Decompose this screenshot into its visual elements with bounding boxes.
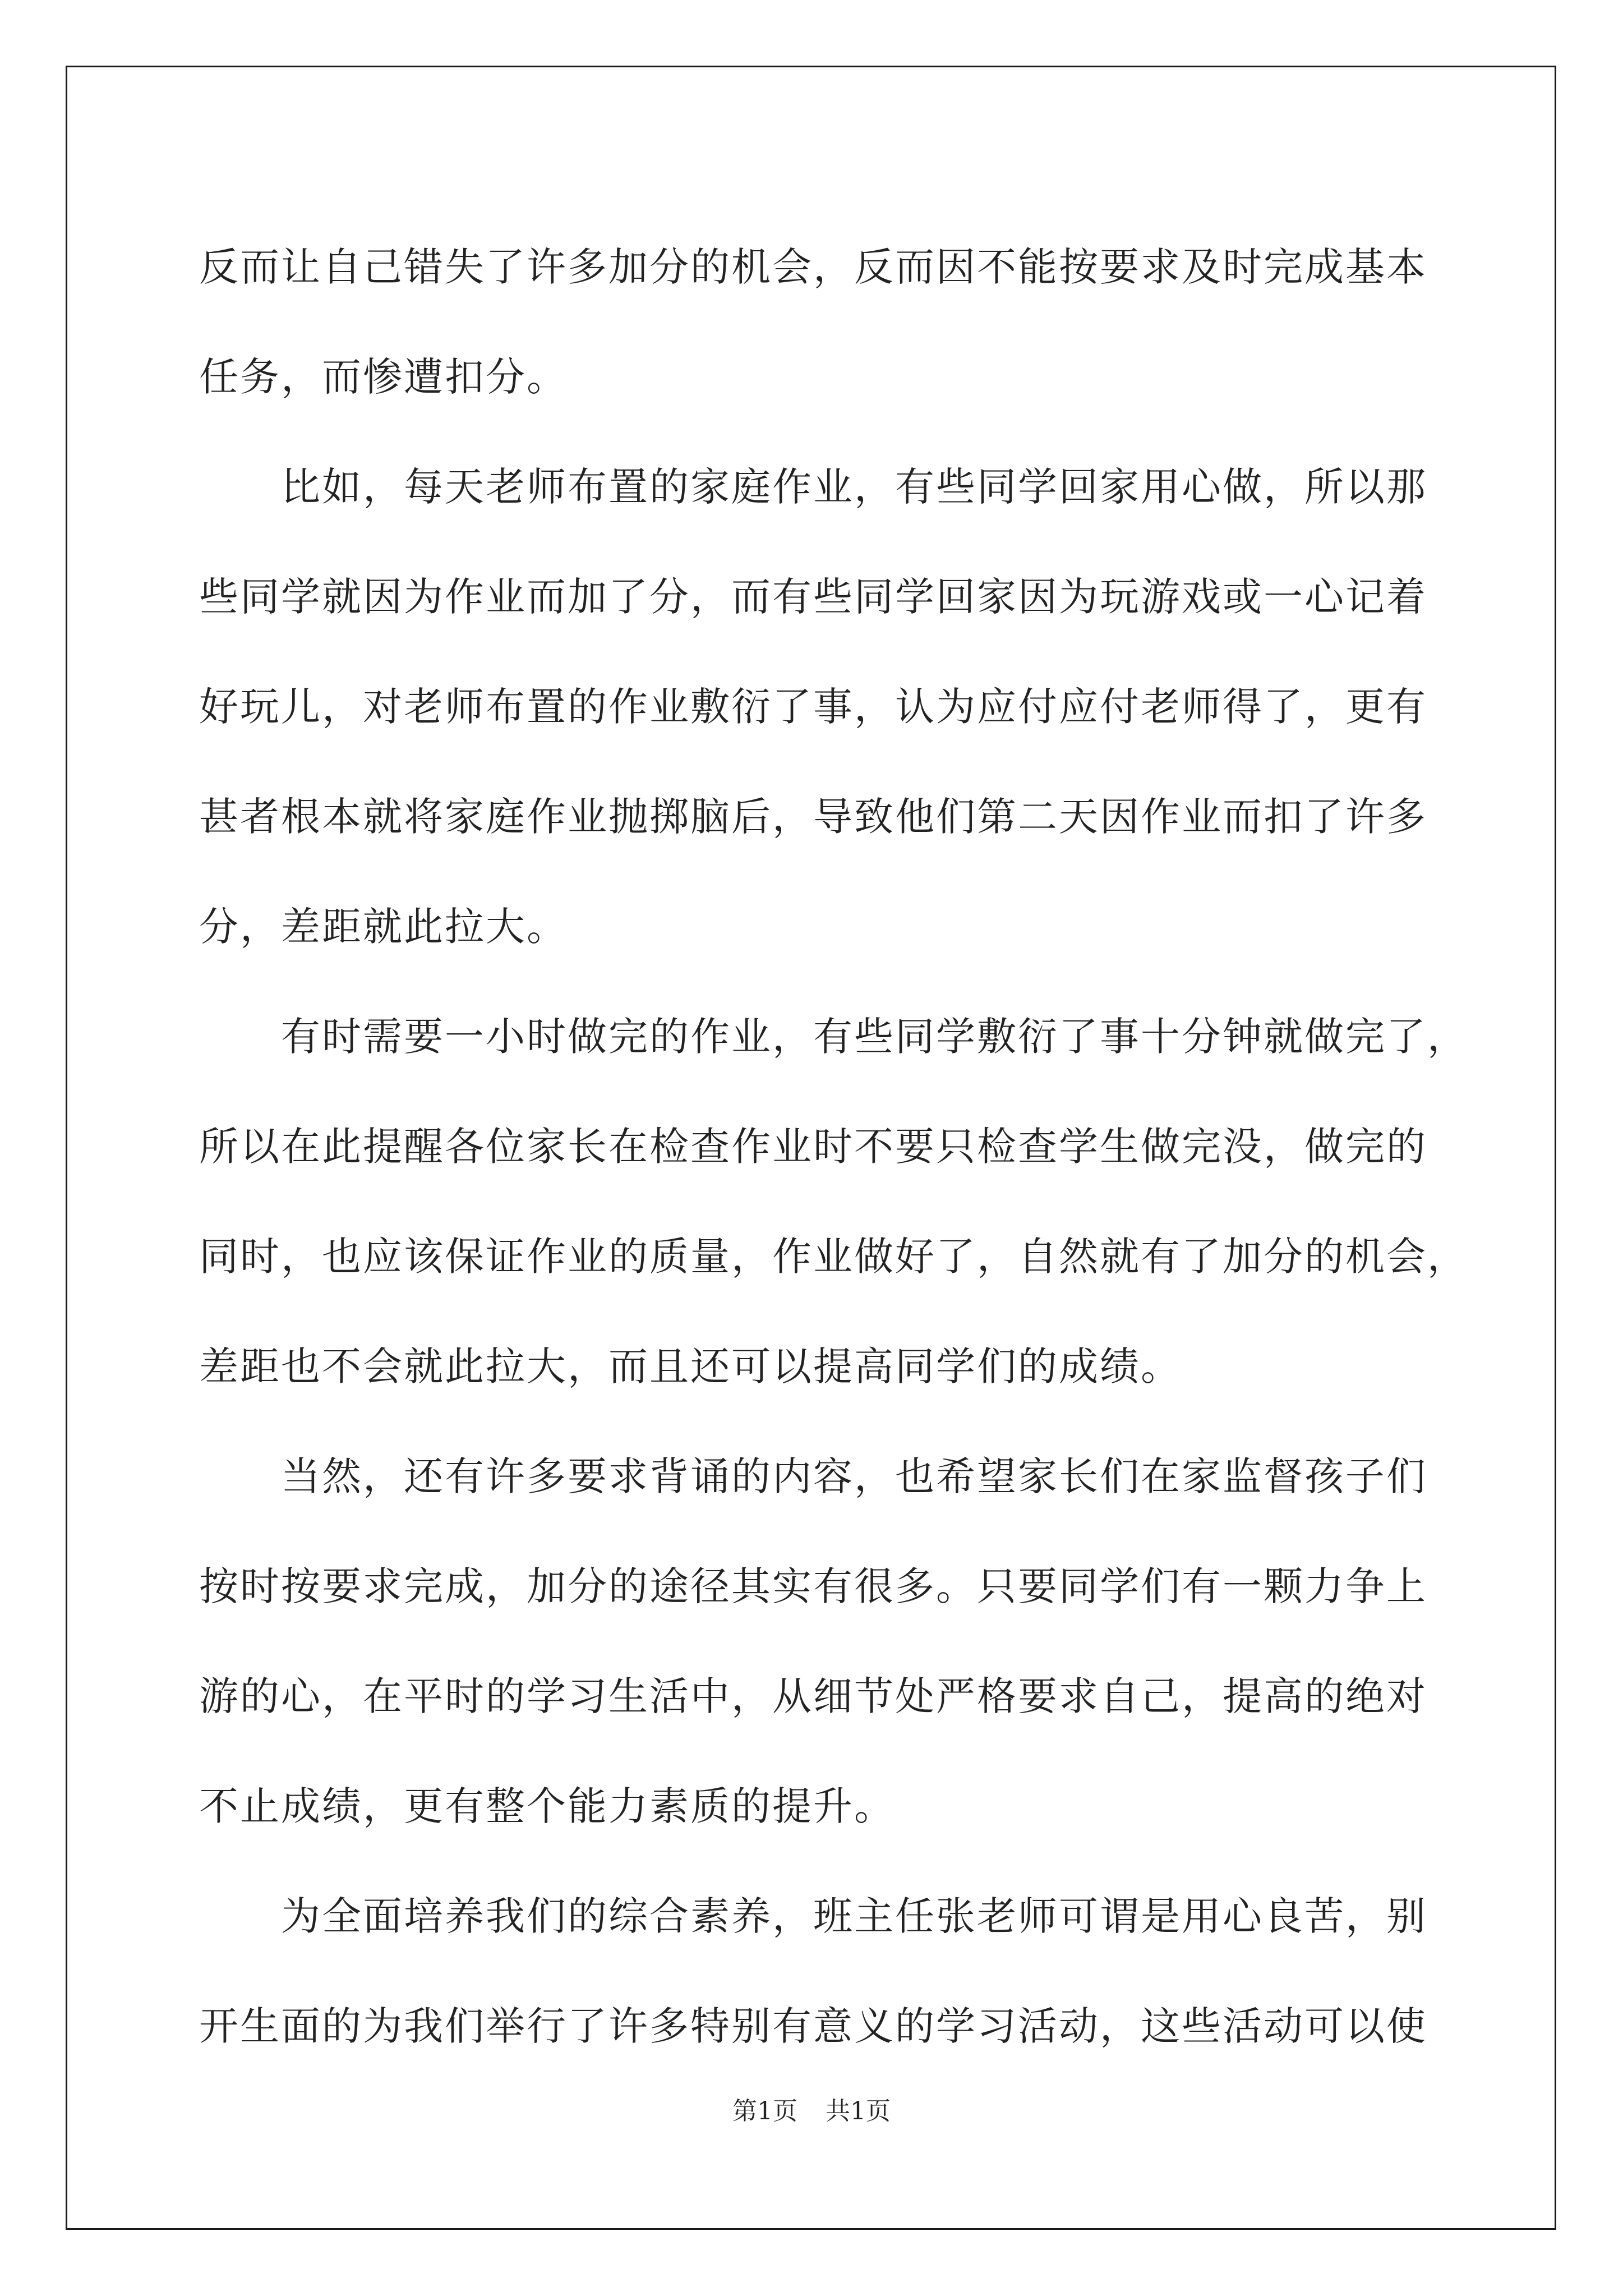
text-line: 差距也不会就此拉大，而且还可以提高同学们的成绩。 — [199, 1343, 1182, 1389]
page-total: 共1页 — [826, 2097, 891, 2125]
text-line: 甚者根本就将家庭作业抛掷脑后，导致他们第二天因作业而扣了许多 — [199, 794, 1427, 840]
text-line: 反而让自己错失了许多加分的机会，反而因不能按要求及时完成基本 — [199, 244, 1427, 290]
text-line: 比如，每天老师布置的家庭作业，有些同学回家用心做，所以那 — [199, 464, 1427, 510]
text-line: 游的心，在平时的学习生活中，从细节处严格要求自己，提高的绝对 — [199, 1673, 1427, 1719]
text-line: 任务，而惨遭扣分。 — [199, 354, 568, 400]
text-line: 同时，也应该保证作业的质量，作业做好了，自然就有了加分的机会， — [199, 1234, 1468, 1280]
page-footer — [0, 2091, 1623, 2127]
text-line: 不止成绩，更有整个能力素质的提升。 — [199, 1783, 895, 1829]
text-line: 为全面培养我们的综合素养，班主任张老师可谓是用心良苦，别 — [199, 1893, 1427, 1939]
text-line: 所以在此提醒各位家长在检查作业时不要只检查学生做完没，做完的 — [199, 1124, 1427, 1170]
page-number: 第1页 — [732, 2097, 797, 2125]
text-line: 些同学就因为作业而加了分，而有些同学回家因为玩游戏或一心记着 — [199, 574, 1427, 620]
document-body — [199, 212, 1468, 2081]
text-line: 按时按要求完成，加分的途径其实有很多。只要同学们有一颗力争上 — [199, 1563, 1427, 1609]
text-line: 好玩儿，对老师布置的作业敷衍了事，认为应付应付老师得了，更有 — [199, 684, 1427, 730]
text-line: 当然，还有许多要求背诵的内容，也希望家长们在家监督孩子们 — [199, 1453, 1427, 1499]
text-line: 分，差距就此拉大。 — [199, 904, 568, 950]
text-line: 有时需要一小时做完的作业，有些同学敷衍了事十分钟就做完了， — [199, 1014, 1468, 1060]
text-line: 开生面的为我们举行了许多特别有意义的学习活动，这些活动可以使 — [199, 2003, 1427, 2049]
